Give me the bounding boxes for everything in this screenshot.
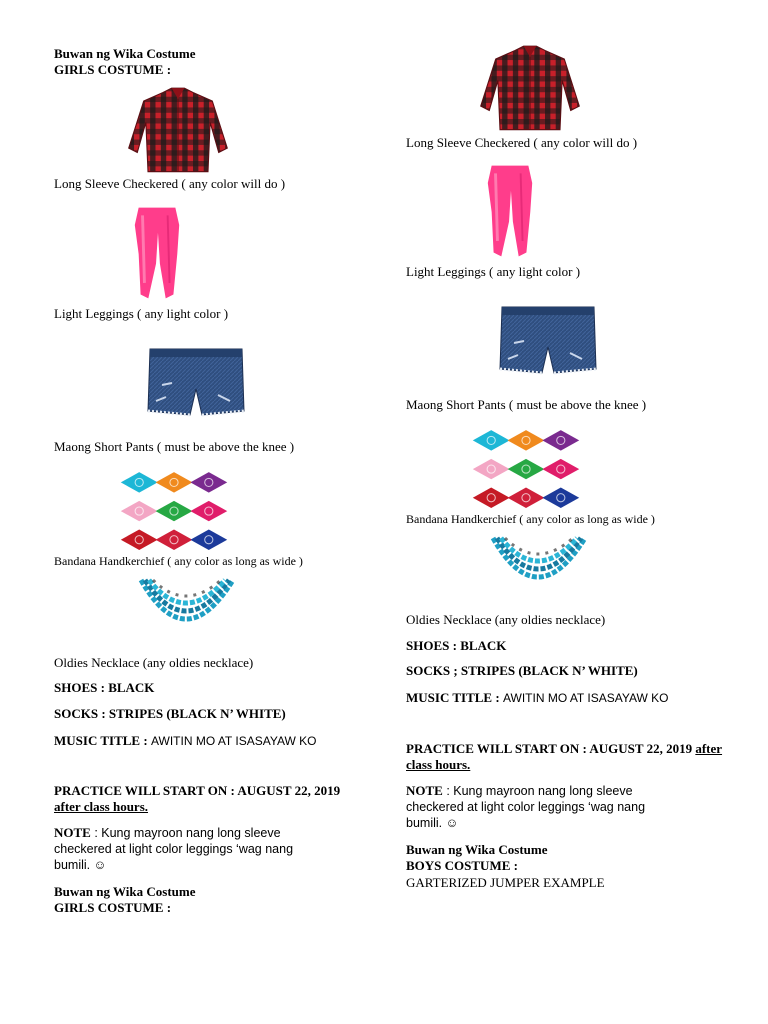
denim-shorts-image — [498, 302, 598, 378]
left-practice-text: PRACTICE WILL START ON : AUGUST 22, 2019 — [54, 783, 341, 798]
right-leggings-caption: Light Leggings ( any light color ) — [406, 264, 581, 279]
right-practice-text: PRACTICE WILL START ON : AUGUST 22, 2019 — [406, 741, 696, 756]
bead-necklace-image — [134, 578, 240, 652]
denim-shorts-image — [146, 344, 246, 420]
right-footer-subtitle: BOYS COSTUME : — [406, 858, 518, 873]
right-footer-example: GARTERIZED JUMPER EXAMPLE — [406, 875, 605, 890]
right-practice-notice — [406, 741, 726, 773]
right-music-line — [406, 690, 669, 706]
left-leggings-caption: Light Leggings ( any light color ) — [54, 306, 229, 321]
left-shoes-label: SHOES : — [54, 680, 109, 695]
right-note-label: NOTE — [406, 783, 443, 798]
left-practice-notice — [54, 783, 364, 815]
right-note — [406, 783, 676, 831]
right-practice-after: after class hours. — [406, 741, 723, 772]
right-socks-value: STRIPES (BLACK N’ WHITE) — [460, 663, 638, 678]
left-header-subtitle: GIRLS COSTUME : — [54, 62, 172, 77]
bandana-grid-image — [466, 422, 586, 510]
right-column — [406, 0, 746, 1024]
left-note-label: NOTE — [54, 825, 91, 840]
checkered-shirt-image — [480, 44, 580, 134]
left-socks-label: SOCKS : — [54, 706, 109, 721]
right-shoes-value: BLACK — [460, 638, 507, 653]
right-necklace-caption: Oldies Necklace (any oldies necklace) — [406, 612, 606, 627]
right-shoes-line — [406, 638, 506, 654]
left-shorts-caption: Maong Short Pants ( must be above the knee ) — [54, 439, 295, 454]
pink-leggings-image — [482, 162, 538, 262]
right-note-text: : Kung mayroon nang long sleeve checkered at light color leggings ‘wag nang bumili. ☺ — [406, 784, 646, 830]
left-shirt-caption: Long Sleeve Checkered ( any color will do ) — [54, 176, 286, 191]
left-footer-subtitle: GIRLS COSTUME : — [54, 900, 172, 915]
left-bandana-caption: Bandana Handkerchief ( any color as long as wide ) — [54, 554, 303, 568]
left-note — [54, 825, 324, 873]
left-header-title: Buwan ng Wika Costume — [54, 46, 196, 61]
right-socks-label: SOCKS ; — [406, 663, 461, 678]
checkered-shirt-image — [128, 86, 228, 176]
right-footer-title: Buwan ng Wika Costume — [406, 842, 548, 857]
left-practice-after: after class hours. — [54, 799, 149, 814]
left-note-text: : Kung mayroon nang long sleeve checkered at light color leggings ‘wag nang bumili. ☺ — [54, 826, 294, 872]
right-bandana-caption: Bandana Handkerchief ( any color as long as wide ) — [406, 512, 655, 526]
right-music-label: MUSIC TITLE : — [406, 690, 503, 705]
right-shorts-caption: Maong Short Pants ( must be above the knee ) — [406, 397, 647, 412]
left-socks-value: STRIPES (BLACK N’ WHITE) — [108, 706, 286, 721]
pink-leggings-image — [129, 204, 185, 304]
left-shoes-value: BLACK — [108, 680, 155, 695]
right-shoes-label: SHOES : — [406, 638, 461, 653]
bandana-grid-image — [114, 464, 234, 552]
left-music-value: AWITIN MO AT ISASAYAW KO — [150, 734, 317, 748]
left-socks-line — [54, 706, 286, 722]
left-column — [54, 0, 394, 1024]
left-necklace-caption: Oldies Necklace (any oldies necklace) — [54, 655, 254, 670]
left-footer-title: Buwan ng Wika Costume — [54, 884, 196, 899]
left-music-label: MUSIC TITLE : — [54, 733, 151, 748]
right-shirt-caption: Long Sleeve Checkered ( any color will do ) — [406, 135, 638, 150]
bead-necklace-image — [486, 536, 592, 610]
right-music-value: AWITIN MO AT ISASAYAW KO — [502, 691, 669, 705]
left-shoes-line — [54, 680, 154, 696]
left-music-line — [54, 733, 317, 749]
right-socks-line — [406, 663, 638, 679]
